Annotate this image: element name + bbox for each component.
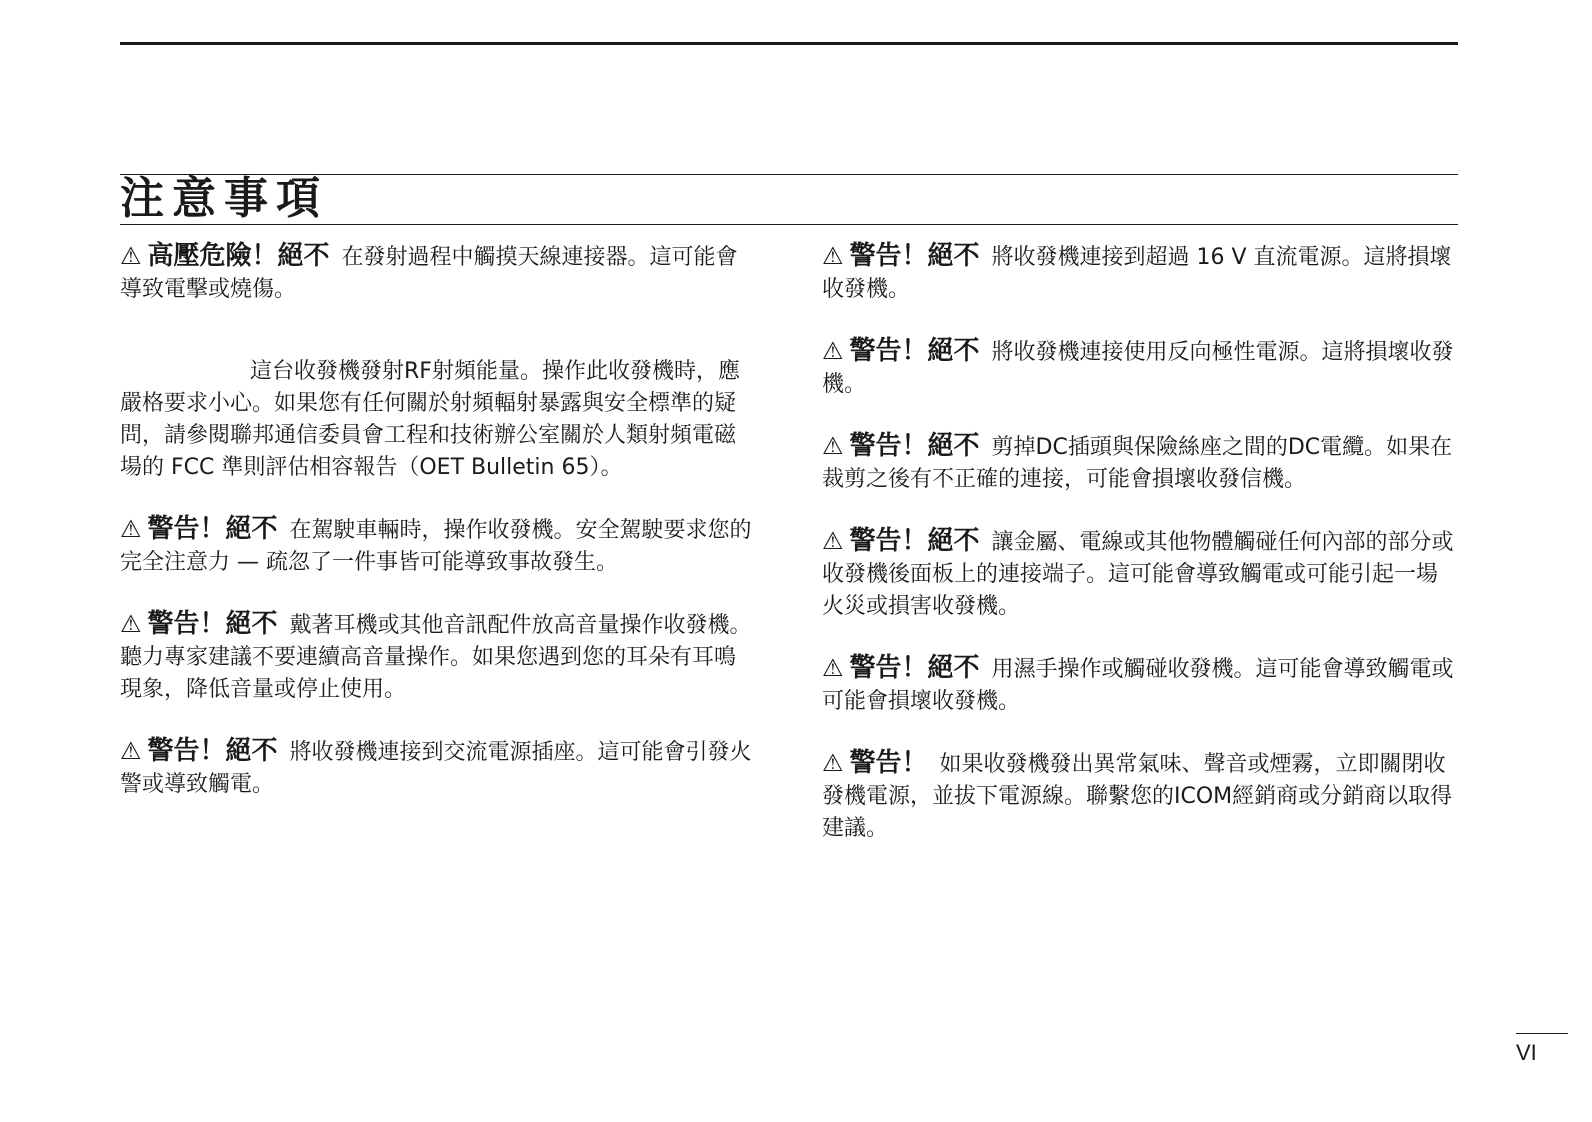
precaution-reverse-polarity [822, 335, 1458, 401]
precaution-text: 將收發機連接到超過 16 V 直流電源。這將損壞收發機。 [822, 245, 1452, 302]
warning-triangle-icon: ⚠ [822, 432, 844, 460]
warning-triangle-icon: ⚠ [120, 737, 142, 765]
precaution-text: 戴著耳機或其他音訊配件放高音量操作收發機。 聽力專家建議不要連續高音量操作。如果您遇到您的耳朵有耳鳴現象，降低音量或停止使用。 [120, 613, 752, 702]
precaution-lead: 警告！ [849, 748, 928, 778]
precaution-ac-outlet [120, 735, 756, 801]
page-title: 注意事項 [120, 173, 328, 224]
right-column [822, 240, 1458, 874]
precaution-rf-exposure [120, 356, 756, 484]
precaution-text: 如果收發機發出異常氣味、聲音或煙霧，立即關閉收發機電源，並拔下電源線。聯繫您的ICOM經銷商或分銷商以取得建議。 [822, 752, 1453, 841]
precaution-lead: 警告！絕不 [849, 431, 980, 461]
header-rule [120, 42, 1458, 45]
precaution-text: 剪掉DC插頭與保險絲座之間的DC電纜。如果在裁剪之後有不正確的連接，可能會損壞收發信機。 [822, 435, 1453, 492]
warning-triangle-icon: ⚠ [822, 749, 844, 777]
precaution-text: 讓金屬、電線或其他物體觸碰任何內部的部分或收發機後面板上的連接端子。這可能會導致觸電或可能引起一場火災或損害收發機。 [822, 530, 1454, 619]
precaution-over-voltage [822, 240, 1458, 306]
warning-triangle-icon: ⚠ [822, 242, 844, 270]
warning-triangle-icon: ⚠ [822, 527, 844, 555]
warning-triangle-icon: ⚠ [822, 654, 844, 682]
precaution-wet-hands [822, 652, 1458, 718]
precaution-headphones [120, 608, 756, 706]
precaution-dc-cable [822, 430, 1458, 496]
precaution-lead: 高壓危險！絕不 [147, 241, 330, 271]
precaution-lead: 警告！絕不 [147, 609, 278, 639]
precaution-text: 在發射過程中觸摸天線連接器。這可能會導致電擊或燒傷。 [120, 245, 738, 302]
precaution-lead: 警告！絕不 [849, 241, 980, 271]
page-number: VI [1516, 1040, 1537, 1065]
precaution-high-voltage [120, 240, 756, 306]
precaution-lead: 警告！絕不 [849, 526, 980, 556]
precaution-text: 這台收發機發射RF射頻能量。操作此收發機時，應嚴格要求小心。如果您有任何關於射頻輻射暴露與安全標準的疑問，請參閱聯邦通信委員會工程和技術辦公室關於人類射頻電磁場的 FCC 準則評估相容報告（OET Bulletin 65）。 [120, 359, 740, 480]
precaution-text: 在駕駛車輛時，操作收發機。安全駕駛要求您的完全注意力 — 疏忽了一件事皆可能導致事故發生。 [120, 518, 752, 575]
precaution-text: 將收發機連接到交流電源插座。這可能會引發火警或導致觸電。 [120, 740, 752, 797]
precaution-text: 用濕手操作或觸碰收發機。這可能會導致觸電或可能會損壞收發機。 [822, 657, 1454, 714]
precaution-metal-contact [822, 525, 1458, 623]
warning-triangle-icon: ⚠ [120, 515, 142, 543]
precaution-lead: 警告！絕不 [849, 336, 980, 366]
precaution-lead: 警告！絕不 [147, 736, 278, 766]
precaution-lead: 警告！絕不 [849, 653, 980, 683]
warning-triangle-icon: ⚠ [120, 610, 142, 638]
warning-triangle-icon: ⚠ [822, 337, 844, 365]
precaution-smoke-odor [822, 747, 1458, 845]
left-column [120, 240, 756, 830]
page-number-rule [1516, 1033, 1568, 1034]
precaution-driving [120, 513, 756, 579]
precaution-text: 將收發機連接使用反向極性電源。這將損壞收發機。 [822, 340, 1454, 397]
precaution-lead: 警告！絕不 [147, 514, 278, 544]
warning-triangle-icon: ⚠ [120, 242, 142, 270]
title-rule-bottom [120, 224, 1458, 225]
